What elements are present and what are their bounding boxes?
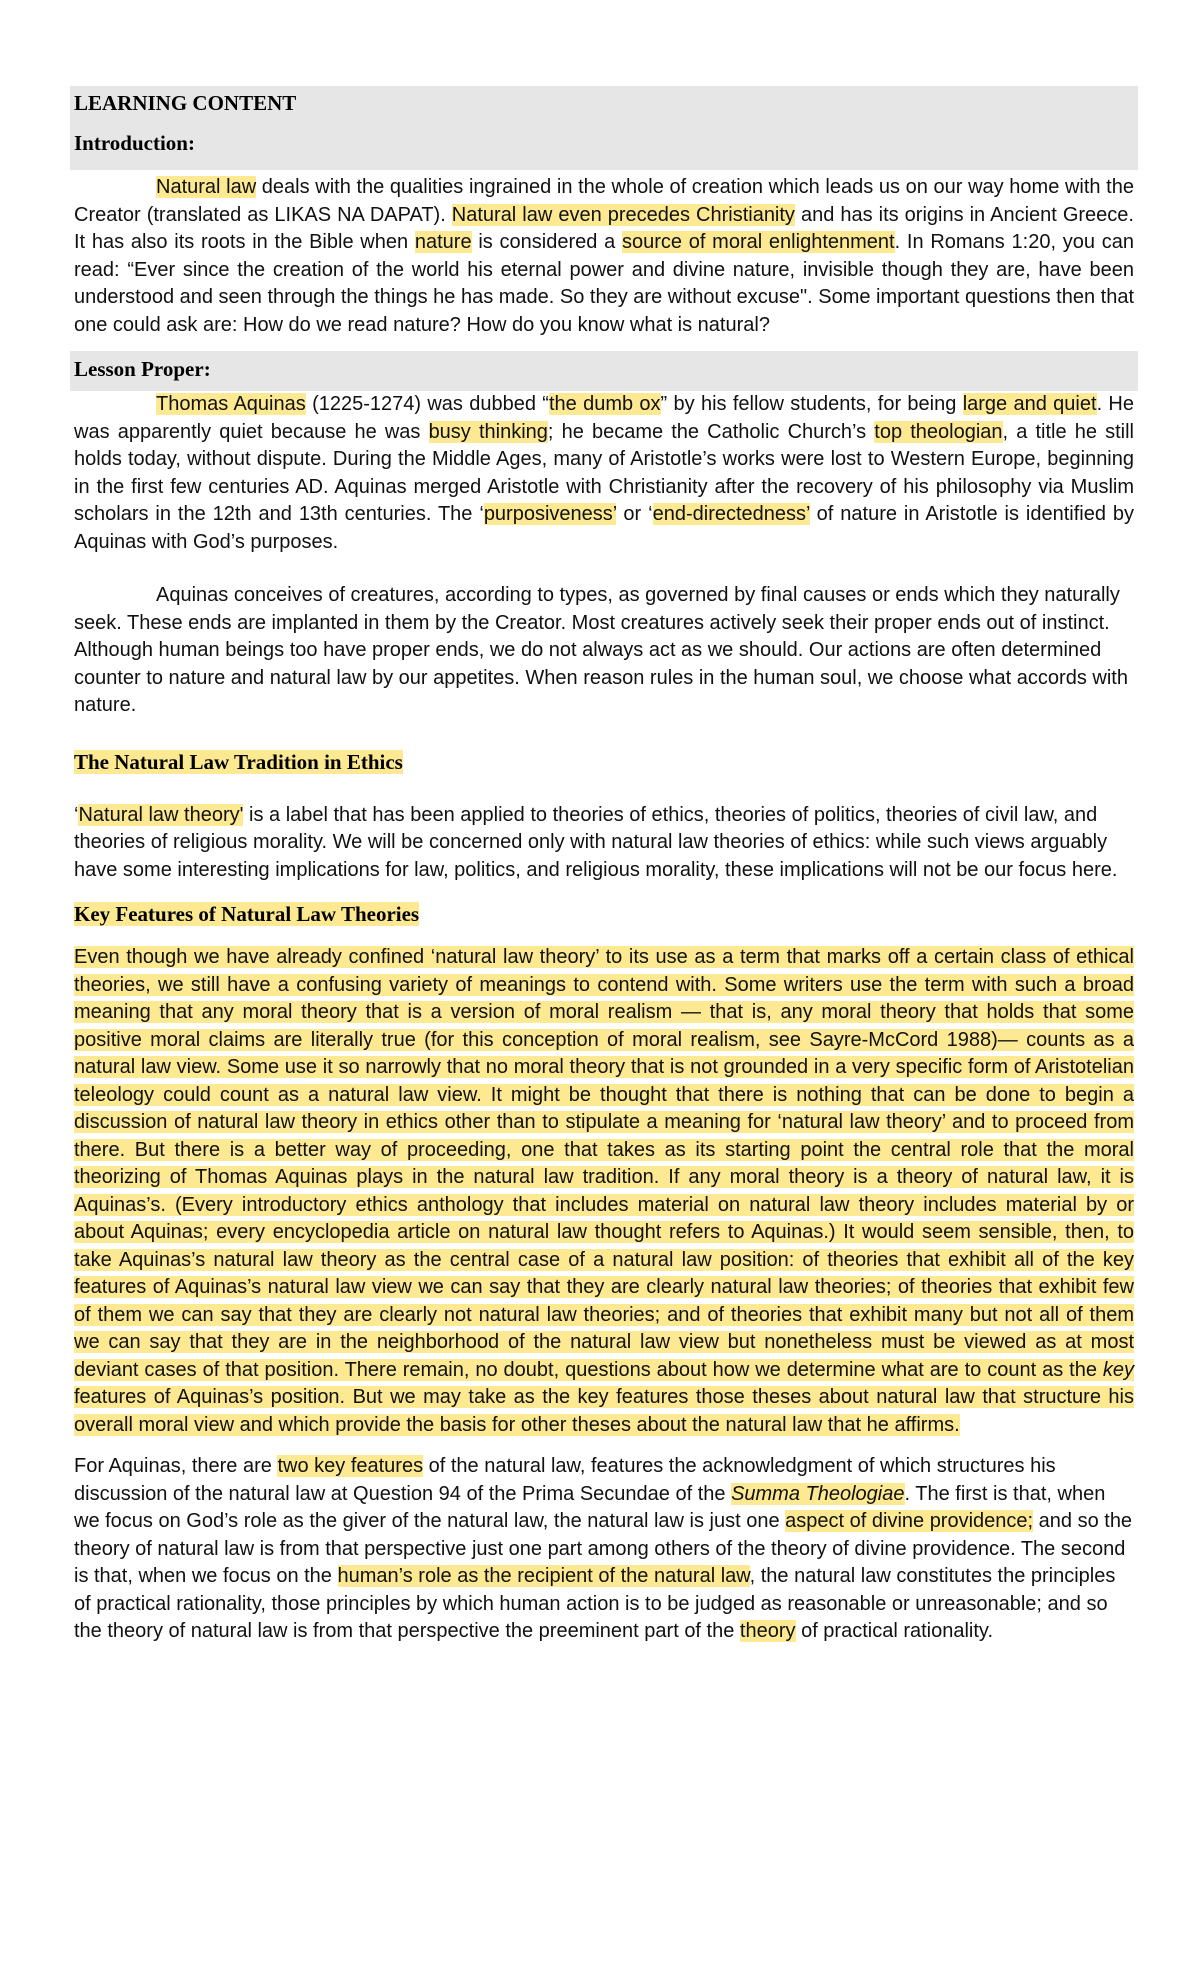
text-run: . The first is that, when we focus on God’s role as the giver of the natural law, the natural law is just one (74, 1482, 1106, 1532)
text-run: is considered a (471, 231, 622, 253)
tradition-paragraph (70, 802, 1138, 885)
text-run: ” by his fellow students, for being (660, 393, 963, 415)
highlight: purposiveness’ (483, 503, 617, 525)
highlight: Natural law (156, 176, 257, 198)
highlight: Natural law even precedes Christianity (451, 203, 795, 226)
highlight: nature (414, 231, 472, 253)
text-run: , a title he still holds today, without dispute. During the Middle Ages, many of Aristotle’s works were lost to Western Europe, beginning in the first few centuries AD. Aquinas merged Aristotle with Christianity after the recovery of his philosophy via Muslim scholars in the 12th and 13th centuries. The ‘ (74, 420, 1134, 525)
text-run: For Aquinas, there are (74, 1455, 278, 1477)
learning-content-heading: LEARNING CONTENT (74, 91, 297, 115)
highlight: end-directedness’ (652, 503, 810, 525)
text-run: of practical rationality. (795, 1620, 994, 1642)
text-run: deals with the qualities ingrained in the whole of creation which leads us on our way home with the Creator (translated as LIKAS NA DAPAT). (74, 176, 1134, 226)
text-run: and has its origins in Ancient Greece. It has also its roots in the Bible when (74, 203, 1134, 253)
text-run: . He was apparently quiet because he was (74, 393, 1135, 443)
header-band (70, 86, 1138, 170)
text-run: ‘ (74, 803, 79, 826)
document-page (70, 86, 1138, 1646)
introduction-heading: Introduction: (74, 131, 195, 155)
text-run: or ‘ (616, 503, 653, 525)
highlight: top theologian (874, 420, 1003, 443)
text-run: features of Aquinas’s position. But we may take as the key features those theses about natural law that structure his overall moral view and which provide the basis for other theses about the natural law that he affirms. (74, 1386, 1134, 1436)
text-run: . In Romans 1:20, you can read: “Ever since the creation of the world his eternal power and divine nature, invisible though they are, have been understood and seen through the things he has made. So they are without excuse". Some important questions then that one could ask are: How do we read nature? How do you know what is natural? (74, 231, 1134, 336)
highlight: source of moral enlightenment (621, 231, 895, 253)
highlight-italic: Summa Theologiae (731, 1482, 905, 1505)
highlight: Natural law theory' (78, 803, 244, 826)
highlight: the dumb ox (548, 393, 661, 415)
lesson-proper-heading: Lesson Proper: (70, 351, 1138, 391)
features-paragraph-2 (70, 1453, 1138, 1646)
text-run: is a label that has been applied to theories of ethics, theories of politics, theories of civil law, and theories of religious morality. We will be concerned only with natural law theories of ethics: while such views arguably have some interesting implications for law, politics, and religious morality, these implications will not be our focus here. (74, 803, 1118, 881)
lesson-paragraph-1 (70, 391, 1138, 556)
section-title: The Natural Law Tradition in Ethics (74, 749, 403, 774)
highlight-block (74, 946, 1134, 1436)
highlight: theory (739, 1620, 796, 1642)
highlight: busy thinking (428, 420, 548, 443)
highlight: large and quiet (962, 393, 1097, 415)
highlight: aspect of divine providence; (785, 1510, 1034, 1532)
features-paragraph-1 (70, 944, 1138, 1439)
text-run: of the natural law, features the acknowledgment of which structures his discussion of the natural law at Question 94 of the Prima Secundae of the (74, 1455, 1056, 1505)
section-heading-tradition (70, 748, 1138, 776)
text-run: and so the theory of natural law is from that perspective just one part among others of the theory of divine providence. The second is that, when we focus on the (74, 1510, 1133, 1587)
intro-paragraph (70, 174, 1138, 339)
emphasis: key (1102, 1358, 1134, 1381)
text-run: (1225-1274) was dubbed “ (305, 393, 549, 415)
section-title: Key Features of Natural Law Theories (74, 902, 420, 926)
highlight: two key features (277, 1455, 424, 1477)
text-run: of nature in Aristotle is identified by Aquinas with God’s purposes. (74, 503, 1135, 553)
highlight: Thomas Aquinas (156, 393, 306, 415)
text-run: ; he became the Catholic Church’s (547, 420, 875, 443)
text-run: Even though we have already confined ‘natural law theory’ to its use as a term that marks off a certain class of ethical theories, we still have a confusing variety of meanings to contend with. Some writers use the term with such a broad meaning that any moral theory that is a version of moral realism — that is, any moral theory that holds that some positive moral claims are literally true (for this conception of moral realism, see Sayre-McCord 1988)— counts as a natural law view. Some use it so narrowly that no moral theory that is not grounded in a very specific form of Aristotelian teleology could count as a natural law view. It might be thought that there is nothing that can be done to begin a discussion of natural law theory in ethics other than to stipulate a meaning for ‘natural law theory’ and to proceed from there. But there is a better way of proceeding, one that takes as its starting point the central role that the moral theorizing of Thomas Aquinas plays in the natural law tradition. If any moral theory is a theory of natural law, it is Aquinas’s. (Every introductory ethics anthology that includes material on natural law theory includes material by or about Aquinas; every encyclopedia article on natural law thought refers to Aquinas.) It would seem sensible, then, to take Aquinas’s natural law theory as the central case of a natural law position: of theories that exhibit all of the key features of Aquinas’s natural law view we can say that they are clearly natural law theories; of theories that exhibit few of them we can say that they are clearly not natural law theories; and of theories that exhibit many but not all of them we can say that they are in the neighborhood of the natural law view but nonetheless must be viewed as at most deviant cases of that position. There remain, no doubt, questions about how we determine what are to count as the (74, 946, 1134, 1381)
section-heading-features (70, 900, 1138, 928)
highlight: human’s role as the recipient of the natural law (337, 1565, 750, 1587)
text-run: , the natural law constitutes the principles of practical rationality, those principles by which human action is to be judged as reasonable or unreasonable; and so the theory of natural law is from that perspective the preeminent part of the (74, 1565, 1116, 1642)
lesson-paragraph-2: Aquinas conceives of creatures, according to types, as governed by final causes or ends which they naturally seek. These ends are implanted in them by the Creator. Most creatures actively seek their proper ends out of instinct. Although human beings too have proper ends, we do not always act as we should. Our actions are often determined counter to nature and natural law by our appetites. When reason rules in the human soul, we choose what accords with nature. (74, 584, 1128, 716)
